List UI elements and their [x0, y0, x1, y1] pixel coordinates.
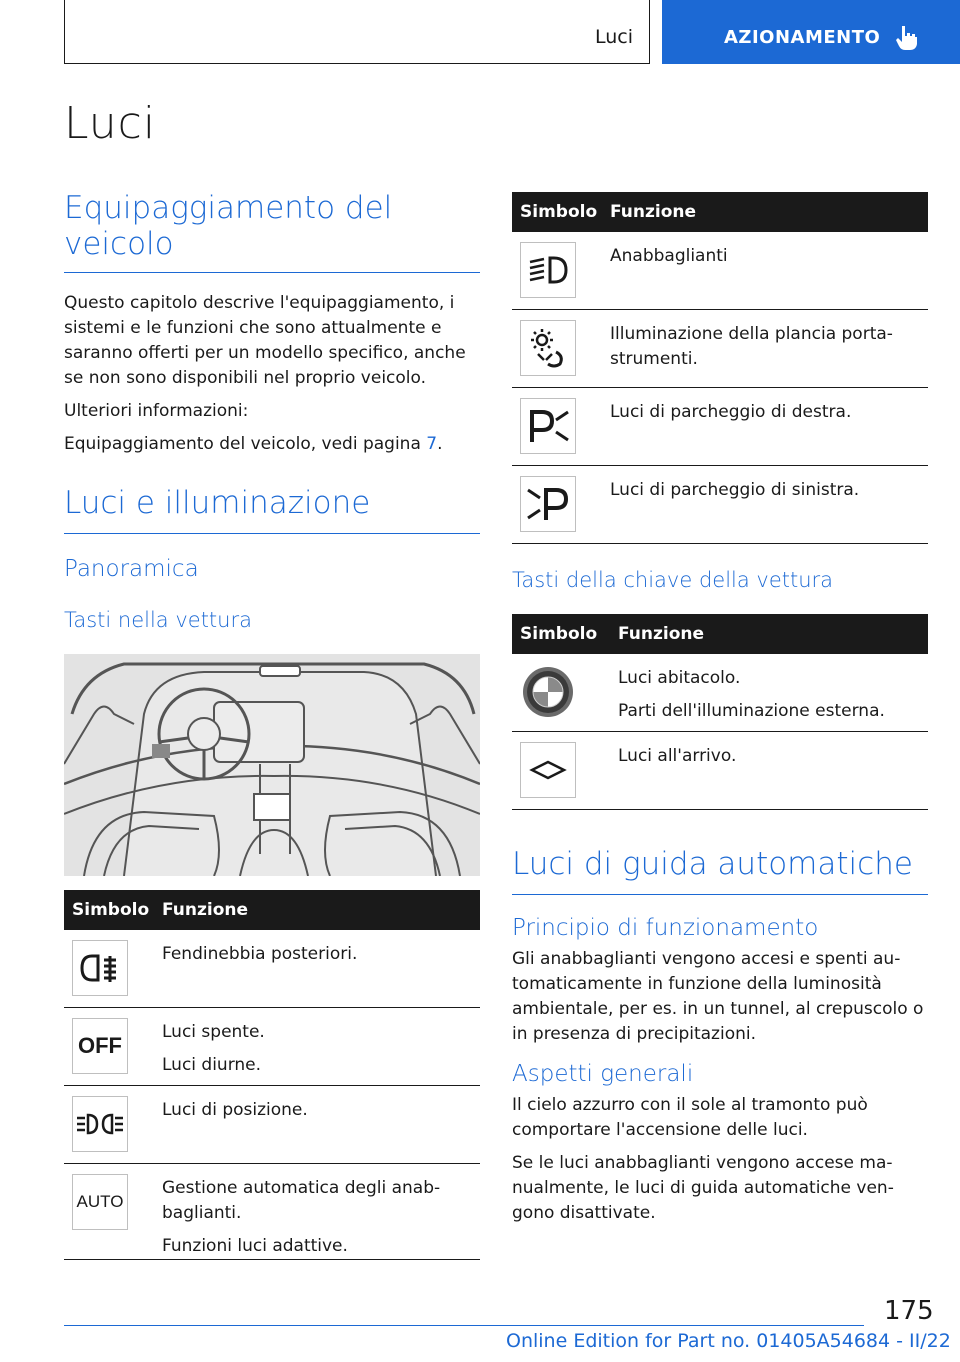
further-info-label: Ulteriori informazioni: — [64, 401, 249, 421]
general-paragraph-1: Il cielo azzurro con il sole al tramonto può comportare l'accensione delle luci. — [512, 1095, 868, 1140]
bmw-logo-icon — [520, 664, 576, 720]
instrument-illumination-icon — [520, 320, 576, 376]
equipment-reference: Equipaggiamento del veicolo, vedi pagina 7. — [64, 434, 443, 454]
principle-paragraph: Gli anabbaglianti vengono accesi e spenti au-tomaticamente in funzione della luminosità ambientale, per es. in un tunnel, al crepuscolo o in presenza di precipitazioni. — [512, 949, 924, 1044]
dashboard-illustration — [64, 654, 480, 876]
key-buttons-heading: Tasti della chiave della vettura — [512, 568, 834, 592]
general-paragraph-2: Se le luci anabbaglianti vengono accese ma-nualmente, le luci di guida automatiche ven-gono disattivate. — [512, 1153, 894, 1223]
header-chapter-label: AZIONAMENTO — [724, 27, 881, 48]
position-lights-icon — [72, 1096, 128, 1152]
page-number: 175 — [884, 1296, 934, 1326]
footer-rule — [64, 1325, 864, 1326]
table-row: Luci di parcheggio di destra. — [512, 388, 928, 466]
equipment-paragraph: Questo capitolo descrive l'equipaggiamento, i sistemi e le funzioni che sono attualmente e saranno offerti per un modello specifico, anche se non sono disponibili nel proprio veicolo. — [64, 293, 466, 388]
parking-light-right-icon — [520, 398, 576, 454]
footer-edition: Online Edition for Part no. 01405A54684 - II/22 — [506, 1330, 951, 1352]
page-title: Luci — [64, 98, 157, 149]
table-header: Simbolo Funzione — [512, 192, 928, 232]
table-row: Luci abitacolo. Parti dell'illuminazione esterna. — [512, 654, 928, 732]
light-switch-table — [512, 192, 928, 544]
auto-lights-heading: Luci di guida automatiche — [512, 846, 928, 895]
lights-buttons-table — [64, 890, 480, 1260]
low-beam-icon — [520, 242, 576, 298]
header-chapter-tab[interactable] — [662, 0, 960, 64]
principle-heading: Principio di funzionamento — [512, 915, 819, 941]
auto-icon: AUTO — [72, 1174, 128, 1230]
table-header: Simbolo Funzione — [512, 614, 928, 654]
table-row: Anabbaglianti — [512, 232, 928, 310]
buttons-heading: Tasti nella vettura — [64, 608, 252, 632]
header-section-label: Luci — [594, 26, 633, 48]
general-heading: Aspetti generali — [512, 1061, 694, 1087]
table-row: Luci di posizione. — [64, 1086, 480, 1164]
off-icon: OFF — [72, 1018, 128, 1074]
table-header: Simbolo Funzione — [64, 890, 480, 930]
header-section-box — [64, 0, 650, 64]
right-column — [512, 192, 928, 1234]
page-link[interactable]: 7 — [426, 434, 438, 454]
car-interior-drawing — [64, 654, 480, 876]
equipment-heading: Equipaggiamento del veicolo — [64, 190, 394, 273]
parking-light-left-icon — [520, 476, 576, 532]
left-column — [64, 190, 480, 1260]
table-row: Luci all'arrivo. — [512, 732, 928, 810]
table-row: OFF Luci spente. Luci diurne. — [64, 1008, 480, 1086]
lights-heading: Luci e illuminazione — [64, 485, 480, 534]
table-row: Illuminazione della plancia porta-strumenti. — [512, 310, 928, 388]
arrival-light-icon — [520, 742, 576, 798]
overview-heading: Panoramica — [64, 556, 199, 582]
key-buttons-table — [512, 614, 928, 810]
rear-fog-light-icon — [72, 940, 128, 996]
table-row: AUTO Gestione automatica degli anab-baglianti. Funzioni luci adattive. — [64, 1164, 480, 1260]
table-row: Luci di parcheggio di sinistra. — [512, 466, 928, 544]
table-row: Fendinebbia posteriori. — [64, 930, 480, 1008]
pointing-hand-icon — [894, 24, 920, 52]
